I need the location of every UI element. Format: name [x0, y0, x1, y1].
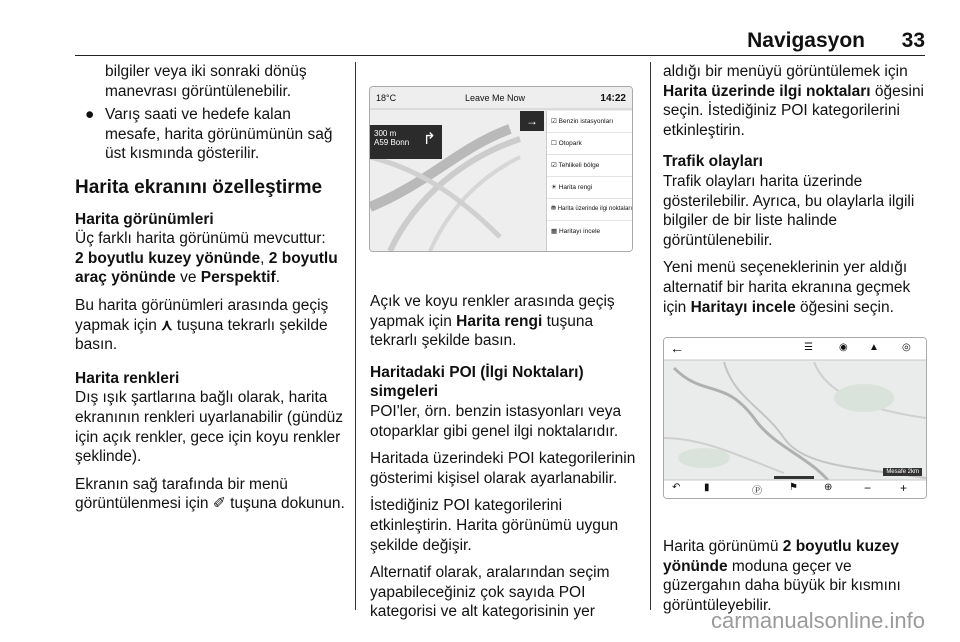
list-icon[interactable]: ☰	[804, 342, 813, 353]
back-arrow-icon[interactable]: ←	[670, 340, 684, 356]
parking-icon[interactable]: Ⓟ	[752, 486, 762, 497]
column-3	[663, 62, 925, 325]
page-number: 33	[901, 29, 925, 52]
view-toggle-icon: ⋏	[161, 316, 173, 334]
traffic-paragraph: Trafik olayları harita üzerinde gösterilebilir. Ayrıca, bu olaylarla ilgili bilgiler de bir liste halinde görüntülenebilir.	[663, 172, 915, 249]
clock-label: 14:22	[600, 93, 626, 104]
section-title: Harita ekranını özelleştirme	[75, 176, 323, 198]
menu-item-fuel[interactable]: ☑ Benzin istasyonları	[547, 111, 633, 133]
map-colors-paragraph: Dış ışık şartlarına bağlı olarak, harita ekranının renkleri uyarlanabilir (gündüz için açık renkler, gece için koyu renkler şeklinde).	[75, 389, 343, 466]
map-colors-heading: Harita renkleri	[75, 369, 180, 387]
traffic-heading: Trafik olayları	[663, 153, 763, 171]
map-views-toggle-paragraph: Bu harita görünümleri arasında geçiş yapmak için ⋏ tuşuna tekrarlı şekilde basın.	[75, 296, 329, 354]
bullet-item	[75, 105, 345, 164]
poi-paragraph-1: POI'ler, örn. benzin istasyonları veya otoparklar gibi genel ilgi noktalarıdır.	[370, 402, 622, 440]
poi-heading: Haritadaki POI (İlgi Noktaları) simgeleri	[370, 363, 584, 401]
settings-icon[interactable]: ◎	[902, 342, 911, 353]
route-label: Leave Me Now	[465, 93, 526, 103]
compass-icon[interactable]: ▲	[869, 342, 879, 353]
poi-icon[interactable]: ◉	[839, 342, 848, 353]
menu-item-parking[interactable]: ☐ Otopark	[547, 133, 633, 155]
page-header	[0, 0, 960, 56]
map-color-paragraph: Açık ve koyu renkler arasında geçiş yapmak için Harita rengi tuşuna tekrarlı şekilde basın.	[370, 293, 615, 350]
map-screenshot-explore	[663, 337, 927, 499]
map-views-paragraph: Üç farklı harita görünümü mevcuttur: 2 boyutlu kuzey yönünde, 2 boyutlu araç yönünde ve Perspektif.	[75, 230, 338, 287]
poi-menu-paragraph: aldığı bir menüyü görüntülemek için Harita üzerinde ilgi noktaları öğesini seçin. İstediğiniz POI kategorilerini etkinleştirin.	[663, 63, 925, 139]
menu-item-explore-map[interactable]: ▦ Haritayı incele	[551, 228, 601, 235]
map-options-menu	[546, 111, 633, 251]
next-turn-panel	[370, 125, 442, 159]
zoom-in-icon[interactable]: +	[900, 481, 908, 495]
watermark: carmanualsonline.info	[710, 608, 925, 633]
map-screenshot-menu	[369, 86, 633, 252]
locate-icon[interactable]: ⊕	[824, 482, 833, 493]
column-2	[370, 292, 640, 630]
undo-icon[interactable]: ↶	[672, 482, 681, 493]
turn-road: A59 Bonn	[374, 138, 410, 147]
explore-map-paragraph: Yeni menü seçeneklerinin yer aldığı alternatif bir harita ekranına geçmek için Haritayı incele öğesini seçin.	[663, 259, 911, 316]
north-view-paragraph: Harita görünümü 2 boyutlu kuzey yönünde moduna geçer ve güzergahın daha büyük bir kısmını görüntüleyebilir.	[663, 538, 901, 614]
turn-distance: 300 m	[374, 129, 397, 138]
column-divider-1	[355, 62, 356, 610]
menu-item-poi[interactable]: ⛃ Harita üzerinde ilgi noktaları	[547, 199, 633, 221]
turn-arrow-icon: ↱	[422, 131, 436, 148]
temperature-label: 18°C	[376, 93, 397, 103]
bullet-mark: ●	[85, 106, 95, 124]
menu-close-arrow-icon[interactable]: →	[520, 111, 544, 131]
traffic-icon[interactable]: ⚑	[789, 482, 798, 493]
fuel-icon[interactable]: ▮	[704, 482, 710, 493]
poi-paragraph-2: Haritada üzerindeki POI kategorilerinin gösterimi kişisel olarak ayarlanabilir.	[370, 450, 636, 487]
header-rule	[75, 55, 925, 56]
continued-text: bilgiler veya iki sonraki dönüş manevrası görüntülenebilir.	[105, 63, 307, 100]
menu-item-map-color[interactable]: ☀ Harita rengi	[547, 177, 633, 199]
zoom-out-icon[interactable]: −	[864, 481, 872, 495]
menu-item-danger[interactable]: ☑ Tehlikeli bölge	[547, 155, 633, 177]
poi-paragraph-4: Alternatif olarak, aralarından seçim yapabileceğiniz çok sayıda POI kategorisi ve alt kategorisinin yer	[370, 564, 610, 621]
column-1	[75, 62, 345, 522]
column-divider-2	[650, 62, 651, 610]
bullet-text: Varış saati ve hedefe kalan mesafe, harita görünümünün sağ üst kısmında gösterilir.	[105, 106, 333, 163]
chapter-title: Navigasyon	[747, 29, 865, 52]
poi-paragraph-3: İstediğiniz POI kategorilerini etkinleştirin. Harita görünümü uygun şekilde değişir.	[370, 497, 619, 554]
menu-edit-icon: ✐	[212, 495, 226, 513]
menu-paragraph: Ekranın sağ tarafında bir menü görüntülenmesi için ✐ tuşuna dokunun.	[75, 475, 345, 513]
scale-label: Mesafe 2km	[883, 468, 922, 476]
map-views-heading: Harita görünümleri	[75, 210, 214, 228]
